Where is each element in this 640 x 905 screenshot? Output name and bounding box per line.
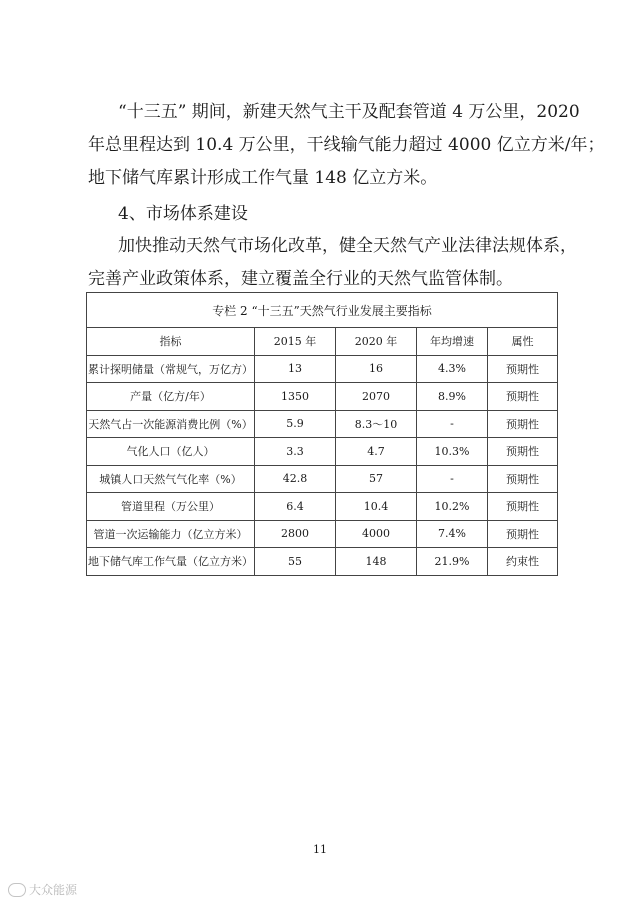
- table-cell: 13: [255, 355, 336, 383]
- table-cell: 4.3%: [417, 355, 488, 383]
- watermark: [8, 881, 77, 898]
- table-cell: 2070: [336, 383, 417, 411]
- table-cell: -: [417, 410, 488, 438]
- paragraph-line: 年总里程达到 10.4 万公里，干线输气能力超过 4000 亿立方米/年；: [88, 135, 605, 155]
- table-cell: 预期性: [488, 438, 558, 466]
- table-cell: 1350: [255, 383, 336, 411]
- table-cell: 6.4: [255, 493, 336, 521]
- table-row: [87, 438, 558, 466]
- table-cell: 预期性: [488, 520, 558, 548]
- table-cell: 5.9: [255, 410, 336, 438]
- table-row: [87, 383, 558, 411]
- column-header: 指标: [87, 328, 255, 356]
- table-cell: 42.8: [255, 465, 336, 493]
- paragraph-line: 加快推动天然气市场化改革，健全天然气产业法律法规体系，: [118, 236, 577, 256]
- column-header: 2020 年: [336, 328, 417, 356]
- watermark-text: 大众能源: [29, 883, 78, 897]
- table-cell: 城镇人口天然气气化率（%）: [87, 465, 255, 493]
- table-cell: 预期性: [488, 410, 558, 438]
- table-cell: 16: [336, 355, 417, 383]
- table-cell: 累计探明储量（常规气，万亿方）: [87, 355, 255, 383]
- table-cell: 预期性: [488, 465, 558, 493]
- table-cell: 7.4%: [417, 520, 488, 548]
- table-cell: 地下储气库工作气量（亿立方米）: [87, 548, 255, 576]
- table-row: [87, 520, 558, 548]
- table-cell: 约束性: [488, 548, 558, 576]
- column-header: 年均增速: [417, 328, 488, 356]
- table-cell: 148: [336, 548, 417, 576]
- table-cell: 21.9%: [417, 548, 488, 576]
- paragraph-line: 地下储气库累计形成工作气量 148 亿立方米。: [88, 168, 438, 188]
- table-cell: 2800: [255, 520, 336, 548]
- table-cell: 预期性: [488, 383, 558, 411]
- indicator-table: [86, 292, 558, 576]
- table-cell: 8.9%: [417, 383, 488, 411]
- paragraph-line: 完善产业政策体系，建立覆盖全行业的天然气监管体制。: [88, 269, 513, 289]
- table-caption: 专栏 2 “十三五”天然气行业发展主要指标: [87, 293, 558, 328]
- table-cell: 产量（亿方/年）: [87, 383, 255, 411]
- table-cell: 8.3～10: [336, 410, 417, 438]
- table-row: [87, 465, 558, 493]
- paragraph-market: [88, 230, 588, 296]
- page-number: 11: [313, 843, 327, 856]
- table-cell: 3.3: [255, 438, 336, 466]
- table-row: [87, 493, 558, 521]
- column-header: 2015 年: [255, 328, 336, 356]
- table-cell: 气化人口（亿人）: [87, 438, 255, 466]
- table-header-row: [87, 328, 558, 356]
- table-cell: 4.7: [336, 438, 417, 466]
- paragraph-line: “十三五” 期间，新建天然气主干及配套管道 4 万公里，2020: [118, 102, 580, 122]
- table-cell: 4000: [336, 520, 417, 548]
- table-cell: 10.2%: [417, 493, 488, 521]
- column-header: 属性: [488, 328, 558, 356]
- table-cell: 预期性: [488, 493, 558, 521]
- table-cell: 57: [336, 465, 417, 493]
- table-row: [87, 548, 558, 576]
- watermark-logo-icon: [8, 883, 26, 897]
- table-cell: 管道一次运输能力（亿立方米）: [87, 520, 255, 548]
- table-row: [87, 410, 558, 438]
- table-cell: 55: [255, 548, 336, 576]
- table-cell: 预期性: [488, 355, 558, 383]
- table-cell: 天然气占一次能源消费比例（%）: [87, 410, 255, 438]
- table-cell: -: [417, 465, 488, 493]
- table-row: [87, 355, 558, 383]
- table-cell: 10.3%: [417, 438, 488, 466]
- table-cell: 管道里程（万公里）: [87, 493, 255, 521]
- table-cell: 10.4: [336, 493, 417, 521]
- paragraph-pipeline: [88, 96, 605, 195]
- section-heading: 4、市场体系建设: [118, 204, 248, 224]
